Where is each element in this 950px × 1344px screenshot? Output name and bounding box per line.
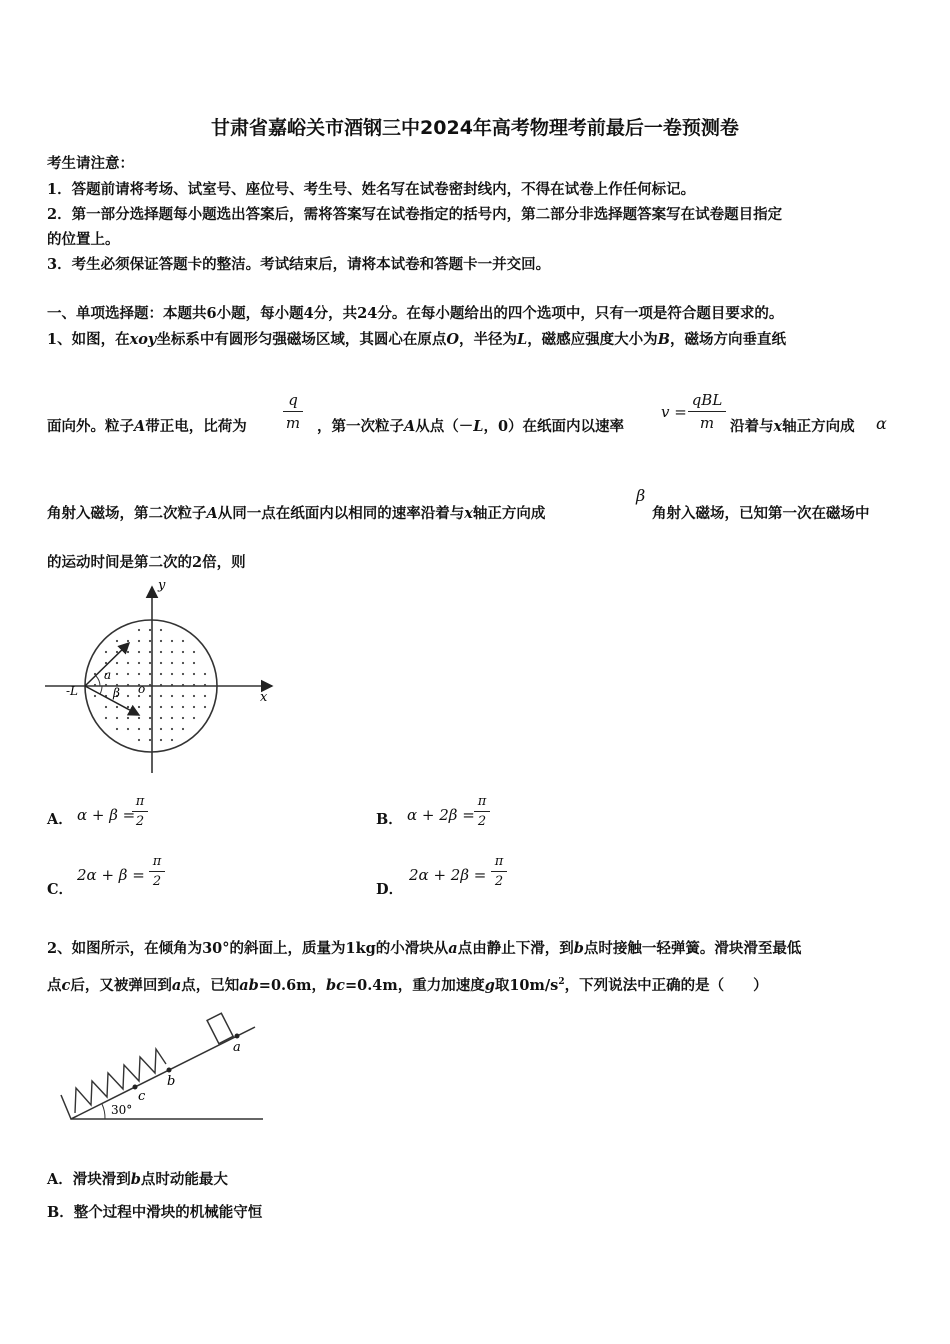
field-dot: [138, 673, 140, 675]
section-heading: 一、单项选择题：本题共6小题，每小题4分，共24分。在每小题给出的四个选项中，只有一项是符合题目要求的。: [47, 305, 784, 322]
q1-l2-text-b: 带正电，比荷为: [145, 418, 247, 435]
field-dot: [160, 651, 162, 653]
field-dot: [182, 673, 184, 675]
q2-option-A-b: b: [130, 1171, 141, 1188]
q1-l2-A: A: [134, 418, 146, 435]
option-A-bar: [132, 811, 148, 812]
label-a: a: [233, 1040, 241, 1055]
q2-l1-text-b: 点由静止下滑，到: [457, 940, 574, 957]
frac-den-m2: m: [699, 414, 715, 432]
q2-g: g: [484, 977, 495, 994]
q2-l2-text-f: 取10m/s: [494, 977, 559, 994]
field-dot: [204, 706, 206, 708]
field-dot: [149, 717, 151, 719]
field-dot: [127, 651, 129, 653]
field-dot: [171, 673, 173, 675]
q1-line-3a: [47, 502, 545, 523]
notice-heading: 考生请注意：: [47, 155, 134, 172]
field-dot: [160, 640, 162, 642]
q1-line-1: [47, 328, 786, 349]
q2-option-A-text: A．滑块滑到: [47, 1171, 131, 1188]
field-dot: [127, 706, 129, 708]
field-dot: [116, 728, 118, 730]
q1-l2-text-g: 轴正方向成: [782, 418, 855, 435]
field-dot: [193, 717, 195, 719]
frac-bar-2: [688, 411, 726, 412]
field-dot: [182, 706, 184, 708]
field-dot: [160, 629, 162, 631]
q1-l3-text-b: 从同一点在纸面内以相同的速率沿着与: [217, 505, 465, 522]
field-dot: [127, 684, 129, 686]
point-c: [133, 1085, 138, 1090]
q1-l2-text-d: 从点（－: [415, 418, 474, 435]
q1-l1-xoy: xoy: [129, 331, 157, 348]
field-dot: [149, 629, 151, 631]
q2-option-A-text-c: 点时动能最大: [140, 1171, 228, 1188]
field-dot: [182, 695, 184, 697]
q1-l1-B: B: [657, 331, 670, 348]
q2-point-c: c: [61, 977, 71, 994]
point-b: [167, 1068, 172, 1073]
field-dot: [105, 684, 107, 686]
field-dot: [105, 651, 107, 653]
q2-ab: ab: [239, 977, 259, 994]
field-dot: [171, 717, 173, 719]
neg-L-label: -L: [66, 684, 79, 698]
field-dot: [182, 662, 184, 664]
field-dot: [149, 695, 151, 697]
q1-line-2a: [47, 415, 247, 436]
beta-arc: [100, 686, 102, 694]
option-A-num: π: [135, 794, 145, 809]
alpha-arc: [96, 676, 100, 686]
q2-l2-text-h: ，下列说法中正确的是（ ）: [564, 977, 768, 994]
option-C-fraction: [149, 854, 165, 889]
option-D-den: 2: [494, 874, 504, 889]
q1-l1-O: O: [446, 331, 459, 348]
field-dot: [204, 673, 206, 675]
field-dot: [160, 662, 162, 664]
q2-l1-text: 2、如图所示，在倾角为30°的斜面上，质量为1kg的小滑块从: [47, 940, 449, 957]
field-dot: [138, 739, 140, 741]
q1-l2-A2: A: [404, 418, 416, 435]
option-A-fraction: [132, 794, 148, 829]
field-dot: [138, 662, 140, 664]
q1-l1-L: L: [516, 331, 528, 348]
field-dot: [105, 717, 107, 719]
field-dot: [149, 728, 151, 730]
q2-l2-text: 点: [47, 977, 62, 994]
field-dot: [171, 695, 173, 697]
charge-mass-fraction: [283, 391, 303, 432]
option-B-den: 2: [477, 814, 487, 829]
label-angle: 30°: [111, 1103, 133, 1117]
field-dot: [193, 662, 195, 664]
frac-num-q: q: [288, 391, 298, 409]
field-dot: [171, 728, 173, 730]
field-dot: [182, 684, 184, 686]
magnetic-field-figure: [40, 575, 290, 780]
frac-den-m: m: [285, 414, 301, 432]
q1-line-4: 的运动时间是第二次的2倍，则: [47, 554, 246, 571]
field-dot: [127, 640, 129, 642]
field-dot: [182, 728, 184, 730]
q2-bc: bc: [326, 977, 345, 994]
q1-line-2b: [317, 415, 624, 436]
option-D-fraction: [491, 854, 507, 889]
q2-line-1: [47, 937, 801, 958]
notice-item-1: 1．答题前请将考场、试室号、座位号、考生号、姓名写在试卷密封线内，不得在试卷上作任何标记。: [47, 181, 696, 198]
field-dot: [193, 651, 195, 653]
q1-line-3b: 角射入磁场，已知第一次在磁场中: [652, 505, 870, 522]
q2-l2-text-e: =0.4m，重力加速度: [344, 977, 485, 994]
beta-symbol: β: [636, 486, 646, 505]
field-dot: [127, 662, 129, 664]
field-dot: [160, 717, 162, 719]
incline-figure: [55, 1005, 270, 1125]
option-B-label[interactable]: B．: [376, 811, 403, 828]
field-dot: [182, 651, 184, 653]
velocity-symbol: [661, 403, 687, 421]
option-D-label[interactable]: D．: [376, 881, 404, 898]
q1-l1-text-d: ，磁感应强度大小为: [527, 331, 658, 348]
angle-a-label: a: [104, 668, 112, 682]
field-dot: [116, 706, 118, 708]
field-dot: [193, 673, 195, 675]
field-dot: [116, 662, 118, 664]
label-c: c: [138, 1089, 146, 1104]
option-C-expr: 2α + β =: [77, 866, 145, 884]
q1-l3-text-c: 轴正方向成: [472, 505, 546, 522]
field-dot: [138, 728, 140, 730]
field-dot: [193, 684, 195, 686]
option-A-label[interactable]: A．: [47, 811, 73, 828]
option-D-bar: [491, 871, 507, 872]
field-dot: [127, 673, 129, 675]
field-dot: [193, 706, 195, 708]
q2-line-2: [47, 974, 768, 995]
field-dot: [116, 673, 118, 675]
q1-l1-text-b: 坐标系中有圆形匀强磁场区域，其圆心在原点: [156, 331, 447, 348]
q2-l1-text-c: 点时接触一轻弹簧。滑块滑至最低: [583, 940, 802, 957]
field-dot: [193, 695, 195, 697]
field-dot: [94, 684, 96, 686]
field-dot: [116, 640, 118, 642]
field-dot: [149, 662, 151, 664]
field-dot: [149, 706, 151, 708]
field-dot: [160, 684, 162, 686]
field-dot: [138, 706, 140, 708]
q2-l2-text-b: 后，又被弹回到: [70, 977, 172, 994]
option-D-num: π: [494, 854, 504, 869]
field-dot: [138, 651, 140, 653]
field-dot: [171, 662, 173, 664]
q1-l2-text-c: ，第一次粒子: [317, 418, 404, 435]
q1-l2-text-f: 沿着与: [730, 418, 774, 435]
option-C-label[interactable]: C．: [47, 881, 74, 898]
v-symbol: v: [661, 403, 670, 421]
field-dot: [149, 651, 151, 653]
v-equals: =: [674, 403, 687, 421]
field-dot: [127, 728, 129, 730]
q1-l1-text-e: ，磁场方向垂直纸: [669, 331, 786, 348]
field-dot: [171, 651, 173, 653]
q2-point-a: a: [448, 940, 458, 957]
field-dot: [171, 739, 173, 741]
frac-num-qbl: qBL: [691, 391, 723, 409]
frac-bar: [283, 411, 303, 412]
q2-option-A[interactable]: [47, 1168, 228, 1189]
origin-label: o: [138, 682, 146, 696]
angle-arc: [102, 1104, 105, 1119]
q1-l2-L: L: [473, 418, 484, 435]
y-label: y: [158, 578, 166, 593]
q1-l1-text-c: ，半径为: [458, 331, 517, 348]
q2-point-a2: a: [171, 977, 182, 994]
field-dot: [149, 739, 151, 741]
field-dot: [105, 706, 107, 708]
field-dot: [160, 706, 162, 708]
field-dot: [182, 640, 184, 642]
field-dot: [204, 684, 206, 686]
q2-point-b: b: [573, 940, 584, 957]
field-dot: [160, 673, 162, 675]
field-dot: [171, 684, 173, 686]
notice-item-3: 3．考生必须保证答题卡的整洁。考试结束后，请将本试卷和答题卡一并交回。: [47, 256, 551, 273]
q2-sup: 2: [558, 977, 565, 988]
option-C-den: 2: [152, 874, 162, 889]
option-A-expr: α + β =: [77, 806, 136, 824]
option-B-expr: α + 2β =: [407, 806, 475, 824]
field-dot: [149, 640, 151, 642]
q2-l2-text-d: =0.6m，: [258, 977, 327, 994]
slider-block: [207, 1013, 233, 1043]
x-label: x: [260, 690, 268, 705]
field-dot: [204, 695, 206, 697]
option-D-expr: 2α + 2β =: [409, 866, 487, 884]
option-B-fraction: [474, 794, 490, 829]
field-dot: [149, 684, 151, 686]
q1-l2-x: x: [773, 418, 783, 435]
field-dot: [171, 640, 173, 642]
q1-l3-A: A: [206, 505, 218, 522]
label-b: b: [167, 1074, 176, 1089]
field-dot: [127, 695, 129, 697]
incline-line: [71, 1027, 255, 1119]
field-dot: [127, 717, 129, 719]
q1-l1-text: 1、如图，在: [47, 331, 130, 348]
point-a: [235, 1034, 240, 1039]
field-dot: [138, 640, 140, 642]
field-dot: [171, 706, 173, 708]
field-dot: [116, 651, 118, 653]
field-dot: [160, 728, 162, 730]
q1-l2-text-e: ，0）在纸面内以速率: [483, 418, 625, 435]
q1-l3-x: x: [464, 505, 473, 522]
q1-l3-text: 角射入磁场，第二次粒子: [47, 505, 207, 522]
q1-l2-text: 面向外。粒子: [47, 418, 134, 435]
alpha-symbol: α: [876, 414, 887, 433]
field-dot: [138, 717, 140, 719]
velocity-arrow-beta: [85, 686, 139, 715]
option-B-num: π: [477, 794, 487, 809]
option-A-den: 2: [135, 814, 145, 829]
notice-item-2a: 2．第一部分选择题每小题选出答案后，需将答案写在试卷指定的括号内，第二部分非选择题答案写在试卷题目指定: [47, 206, 783, 223]
field-dot: [138, 629, 140, 631]
field-dot: [160, 695, 162, 697]
q1-line-2c: [730, 415, 855, 436]
field-dot: [160, 739, 162, 741]
field-dot: [182, 717, 184, 719]
option-C-num: π: [152, 854, 162, 869]
page-title: 甘肃省嘉峪关市酒钢三中2024年高考物理考前最后一卷预测卷: [211, 117, 739, 139]
field-dot: [149, 673, 151, 675]
option-B-bar: [474, 811, 490, 812]
option-C-bar: [149, 871, 165, 872]
notice-item-2b: 的位置上。: [47, 231, 120, 248]
angle-b-label: β: [113, 686, 120, 700]
velocity-fraction: [688, 391, 726, 432]
field-dot: [94, 695, 96, 697]
q2-l2-text-c: 点，已知: [181, 977, 240, 994]
q2-option-B[interactable]: B．整个过程中滑块的机械能守恒: [47, 1204, 263, 1221]
field-dot: [116, 717, 118, 719]
field-dots: [94, 629, 206, 741]
